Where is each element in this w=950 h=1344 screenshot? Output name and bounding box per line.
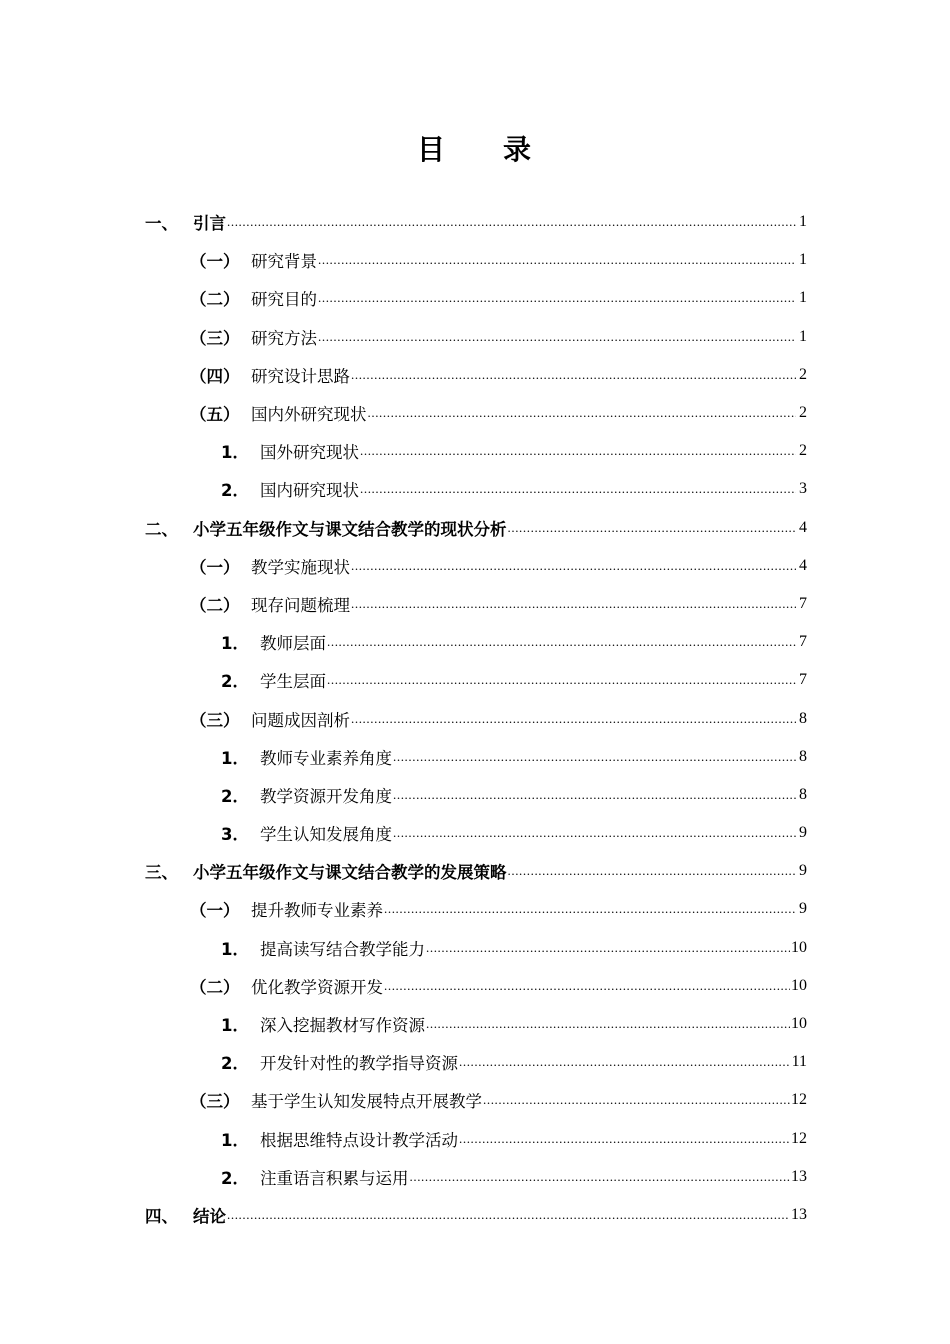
toc-dot-leader [426, 1014, 790, 1034]
toc-dot-leader [384, 976, 790, 996]
toc-entry-number: 1． [221, 1016, 249, 1036]
toc-entry-page-number: 2 [799, 442, 807, 460]
toc-entry-page-number: 13 [791, 1167, 807, 1185]
toc-dot-leader [351, 709, 796, 729]
toc-entry-label: 国内研究现状 [260, 481, 359, 501]
toc-entry-label: 注重语言积累与运用 [260, 1168, 409, 1188]
toc-entry-number: （二） [190, 595, 240, 615]
toc-entry-label: 教学资源开发角度 [260, 786, 392, 806]
toc-entry-page-number: 1 [799, 213, 807, 231]
toc-entry-label: 提升教师专业素养 [251, 901, 383, 921]
toc-entry-label: 开发针对性的教学指导资源 [260, 1054, 458, 1074]
toc-entry-number: （四） [190, 366, 240, 386]
toc-entry[interactable] [145, 852, 807, 890]
toc-dot-leader [410, 1167, 791, 1187]
toc-entry-page-number: 12 [791, 1091, 807, 1109]
toc-entry-number: 1． [221, 748, 249, 768]
toc-entry-page-number: 8 [799, 709, 807, 727]
toc-entry-page-number: 9 [799, 900, 807, 918]
toc-entry-label: 学生层面 [260, 672, 326, 692]
toc-title-char-2: 录 [503, 133, 534, 166]
toc-entry-number: 三、 [145, 863, 178, 883]
toc-dot-leader [508, 861, 797, 881]
toc-entry-page-number: 7 [799, 633, 807, 651]
toc-dot-leader [393, 785, 796, 805]
toc-entry-page-number: 2 [799, 404, 807, 422]
toc-entry-number: 2． [221, 672, 249, 692]
toc-entry-label: 教师层面 [260, 634, 326, 654]
toc-dot-leader [459, 1052, 791, 1072]
toc-dot-leader [327, 632, 796, 652]
toc-entry[interactable] [145, 967, 807, 1005]
toc-entry[interactable] [145, 394, 807, 432]
toc-entry[interactable] [145, 279, 807, 317]
toc-entry-number: 1． [221, 443, 249, 463]
toc-entry-label: 研究设计思路 [251, 366, 350, 386]
toc-entry-label: 小学五年级作文与课文结合教学的现状分析 [193, 519, 507, 539]
toc-entry-number: 1． [221, 634, 249, 654]
toc-entry[interactable] [145, 356, 807, 394]
toc-entry-label: 研究背景 [251, 252, 317, 272]
toc-entry-page-number: 3 [799, 480, 807, 498]
toc-entry-page-number: 4 [799, 518, 807, 536]
toc-entry-page-number: 1 [799, 327, 807, 345]
toc-entry[interactable] [145, 699, 807, 737]
toc-entry-page-number: 9 [799, 824, 807, 842]
toc-dot-leader [426, 938, 790, 958]
toc-dot-leader [318, 288, 796, 308]
toc-entry-number: 1． [221, 1130, 249, 1150]
toc-entry[interactable] [145, 661, 807, 699]
toc-entry-label: 优化教学资源开发 [251, 977, 383, 997]
toc-entry-number: （二） [190, 290, 240, 310]
toc-dot-leader [483, 1090, 790, 1110]
toc-title-char-1: 目 [416, 133, 447, 166]
toc-entry[interactable] [145, 509, 807, 547]
toc-entry-number: （三） [190, 328, 240, 348]
toc-dot-leader [360, 441, 796, 461]
toc-entry-number: 2． [221, 481, 249, 501]
toc-entry-number: 四、 [145, 1206, 178, 1226]
toc-entry[interactable] [145, 470, 807, 508]
table-of-contents [145, 203, 807, 1234]
toc-dot-leader [227, 212, 796, 232]
toc-entry[interactable] [145, 890, 807, 928]
toc-title [0, 128, 950, 168]
toc-entry-label: 教学实施现状 [251, 557, 350, 577]
toc-entry[interactable] [145, 432, 807, 470]
toc-entry[interactable] [145, 1158, 807, 1196]
toc-entry-page-number: 9 [799, 862, 807, 880]
toc-entry[interactable] [145, 241, 807, 279]
toc-dot-leader [318, 327, 796, 347]
toc-entry-page-number: 7 [799, 594, 807, 612]
toc-entry-page-number: 11 [791, 1053, 807, 1071]
toc-dot-leader [360, 479, 796, 499]
toc-entry-page-number: 10 [791, 938, 807, 956]
toc-entry-page-number: 8 [799, 785, 807, 803]
toc-entry[interactable] [145, 585, 807, 623]
toc-entry-page-number: 13 [791, 1205, 807, 1223]
toc-dot-leader [351, 594, 796, 614]
toc-dot-leader [508, 518, 797, 538]
toc-entry-label: 引言 [193, 214, 226, 234]
toc-entry-page-number: 10 [791, 1015, 807, 1033]
toc-dot-leader [227, 1205, 790, 1225]
toc-entry-number: （五） [190, 405, 240, 425]
toc-entry[interactable] [145, 738, 807, 776]
toc-entry-number: （一） [190, 252, 240, 272]
toc-entry[interactable] [145, 1043, 807, 1081]
toc-entry-label: 小学五年级作文与课文结合教学的发展策略 [193, 863, 507, 883]
toc-entry[interactable] [145, 814, 807, 852]
toc-dot-leader [327, 670, 796, 690]
toc-entry[interactable] [145, 547, 807, 585]
toc-entry-label: 提高读写结合教学能力 [260, 939, 425, 959]
toc-entry-number: 1． [221, 939, 249, 959]
toc-entry[interactable] [145, 776, 807, 814]
toc-entry[interactable] [145, 318, 807, 356]
toc-entry-number: 二、 [145, 519, 178, 539]
toc-entry-label: 结论 [193, 1206, 226, 1226]
toc-entry-label: 国内外研究现状 [251, 405, 367, 425]
toc-entry-label: 研究方法 [251, 328, 317, 348]
toc-entry-label: 基于学生认知发展特点开展教学 [251, 1092, 482, 1112]
toc-entry[interactable] [145, 929, 807, 967]
toc-entry-page-number: 7 [799, 671, 807, 689]
toc-dot-leader [393, 747, 796, 767]
toc-entry-number: 2． [221, 786, 249, 806]
toc-entry-number: 2． [221, 1054, 249, 1074]
toc-entry-number: （一） [190, 557, 240, 577]
toc-dot-leader [351, 556, 796, 576]
toc-entry-label: 国外研究现状 [260, 443, 359, 463]
toc-dot-leader [384, 899, 796, 919]
toc-entry-page-number: 4 [799, 556, 807, 574]
toc-entry-number: 2． [221, 1168, 249, 1188]
toc-entry-label: 学生认知发展角度 [260, 825, 392, 845]
toc-dot-leader [351, 365, 796, 385]
toc-entry[interactable] [145, 1081, 807, 1119]
toc-entry-page-number: 10 [791, 976, 807, 994]
toc-dot-leader [368, 403, 797, 423]
toc-entry-number: 一、 [145, 214, 178, 234]
toc-entry-number: （一） [190, 901, 240, 921]
toc-entry[interactable] [145, 1196, 807, 1234]
toc-entry-page-number: 12 [791, 1129, 807, 1147]
toc-dot-leader [459, 1129, 790, 1149]
toc-entry-label: 教师专业素养角度 [260, 748, 392, 768]
toc-entry-page-number: 1 [799, 251, 807, 269]
toc-entry-label: 深入挖掘教材写作资源 [260, 1016, 425, 1036]
toc-entry-label: 根据思维特点设计教学活动 [260, 1130, 458, 1150]
toc-entry-label: 研究目的 [251, 290, 317, 310]
toc-entry-label: 现存问题梳理 [251, 595, 350, 615]
toc-entry-number: 3． [221, 825, 249, 845]
toc-entry-number: （二） [190, 977, 240, 997]
toc-entry-label: 问题成因剖析 [251, 710, 350, 730]
toc-entry-number: （三） [190, 1092, 240, 1112]
toc-entry[interactable] [145, 623, 807, 661]
toc-entry-page-number: 8 [799, 747, 807, 765]
toc-entry-page-number: 1 [799, 289, 807, 307]
toc-dot-leader [318, 250, 796, 270]
toc-entry[interactable] [145, 1120, 807, 1158]
toc-entry-number: （三） [190, 710, 240, 730]
toc-entry-page-number: 2 [799, 365, 807, 383]
toc-entry[interactable] [145, 1005, 807, 1043]
toc-dot-leader [393, 823, 796, 843]
toc-entry[interactable] [145, 203, 807, 241]
